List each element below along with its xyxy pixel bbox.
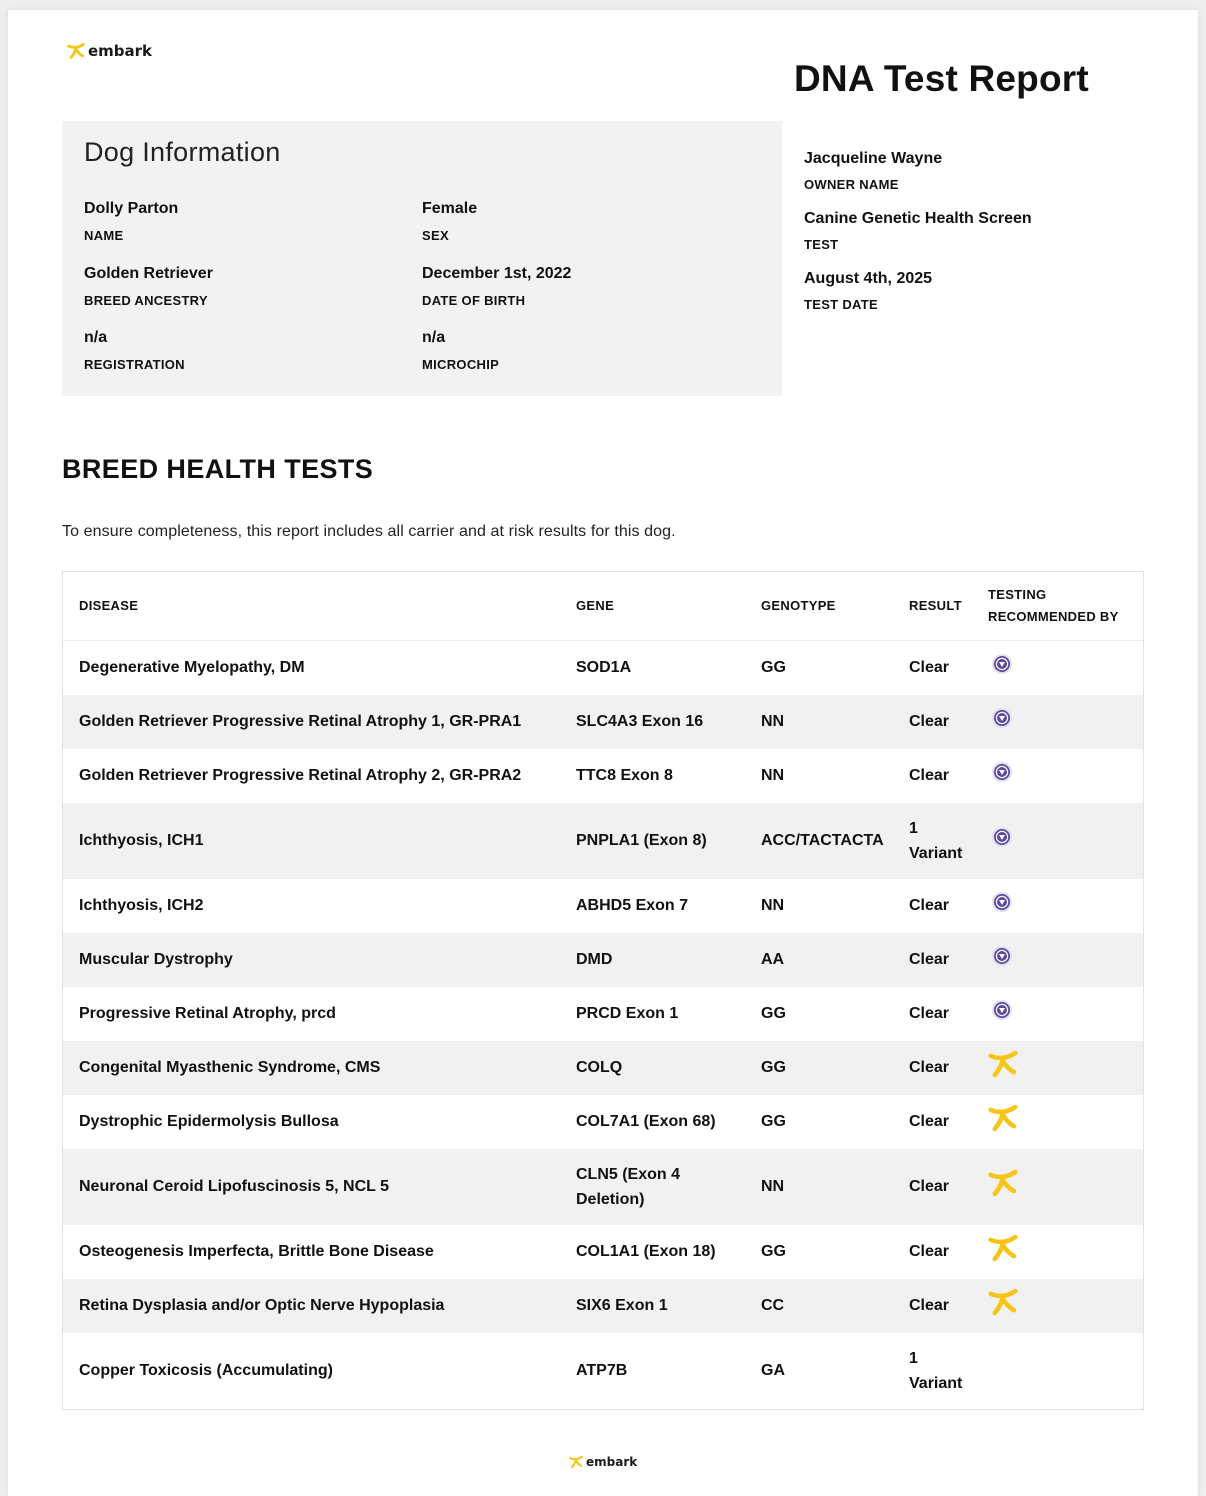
registration-field [84, 329, 185, 372]
disease-cell: Dystrophic Epidermolysis Bullosa [79, 1113, 339, 1130]
recommended-by-cell [988, 803, 1143, 879]
owner-information [804, 150, 1032, 330]
genotype-cell: GG [761, 1113, 786, 1130]
disease-cell: Neuronal Ceroid Lipofuscinosis 5, NCL 5 [79, 1178, 389, 1195]
gene-cell: COL7A1 (Exon 68) [576, 1113, 716, 1130]
embark-star-icon [568, 1455, 584, 1469]
ofa-badge-icon [991, 653, 1013, 683]
result-cell: Clear [909, 1297, 950, 1314]
microchip-field [422, 329, 499, 372]
recommended-by-cell [988, 987, 1143, 1041]
table-row [63, 879, 1143, 933]
genotype-cell: GG [761, 1005, 786, 1022]
gene-cell: ATP7B [576, 1362, 628, 1379]
disease-cell: Ichthyosis, ICH1 [79, 832, 204, 849]
owner-name-label: OWNER NAME [804, 177, 899, 192]
ofa-badge-icon [991, 999, 1013, 1029]
recommended-by-cell [988, 1095, 1143, 1149]
result-cell: Clear [909, 659, 950, 677]
date-of-birth-field [422, 265, 571, 308]
result-cell: 1 Variant [909, 819, 963, 862]
gene-cell: DMD [576, 951, 613, 968]
genotype-cell: GG [761, 1243, 786, 1260]
result-cell: Clear [909, 1178, 950, 1195]
genotype-cell: GA [761, 1362, 785, 1379]
health-tests-table [62, 571, 1144, 1410]
breed-ancestry-field [84, 265, 213, 308]
header-gene: GENE [560, 572, 745, 641]
disease-cell: Golden Retriever Progressive Retinal Atrophy 2, GR-PRA2 [79, 767, 522, 784]
embark-star-icon [986, 1233, 1020, 1271]
table-row [63, 1279, 1143, 1333]
embark-star-icon [986, 1287, 1020, 1325]
dog-name-field [84, 200, 178, 243]
recommended-by-cell [988, 1225, 1143, 1279]
microchip-value: n/a [422, 329, 446, 346]
ofa-badge-icon [991, 707, 1013, 737]
table-row [63, 1149, 1143, 1225]
genotype-cell: GG [761, 1059, 786, 1076]
registration-value: n/a [84, 329, 108, 346]
result-cell: Clear [909, 951, 950, 968]
breed-health-tests-title: BREED HEALTH TESTS [62, 454, 374, 484]
table-body [63, 641, 1143, 1409]
disease-cell: Osteogenesis Imperfecta, Brittle Bone Disease [79, 1243, 434, 1260]
recommended-by-cell [988, 749, 1143, 803]
gene-cell: SLC4A3 Exon 16 [576, 713, 704, 730]
table-header-row [63, 572, 1143, 641]
test-label: TEST [804, 237, 839, 252]
disease-cell: Golden Retriever Progressive Retinal Atrophy 1, GR-PRA1 [79, 713, 522, 730]
genotype-cell: NN [761, 713, 785, 730]
recommended-by-cell [988, 879, 1143, 933]
disease-cell: Progressive Retinal Atrophy, prcd [79, 1005, 336, 1022]
result-cell: Clear [909, 767, 950, 784]
gene-cell: SIX6 Exon 1 [576, 1297, 668, 1314]
recommended-by-cell [988, 1149, 1143, 1225]
table-row [63, 1333, 1143, 1409]
ofa-badge-icon [991, 826, 1013, 856]
table-row [63, 1225, 1143, 1279]
gene-cell: PNPLA1 (Exon 8) [576, 832, 707, 849]
recommended-by-cell [988, 1279, 1143, 1333]
recommended-by-cell [988, 933, 1143, 987]
owner-name-value: Jacqueline Wayne [804, 150, 943, 167]
table-row [63, 1041, 1143, 1095]
genotype-cell: NN [761, 767, 785, 784]
microchip-label: MICROCHIP [422, 357, 500, 372]
ofa-badge-icon [991, 945, 1013, 975]
embark-footer-logo-text: embark [586, 1455, 638, 1469]
gene-cell: SOD1A [576, 659, 632, 677]
dog-name-value: Dolly Parton [84, 200, 179, 217]
recommended-by-cell [988, 641, 1143, 695]
result-cell: Clear [909, 1059, 950, 1076]
test-date-value: August 4th, 2025 [804, 270, 933, 287]
header-recommended-by: TESTING RECOMMENDED BY [988, 572, 1143, 641]
table-row [63, 933, 1143, 987]
embark-star-icon [986, 1049, 1020, 1087]
genotype-cell: ACC/TACTACTA [761, 832, 884, 849]
breed-ancestry-label: BREED ANCESTRY [84, 293, 208, 308]
gene-cell: COLQ [576, 1059, 623, 1076]
dog-sex-value: Female [422, 200, 478, 217]
disease-cell: Retina Dysplasia and/or Optic Nerve Hypoplasia [79, 1297, 445, 1314]
genotype-cell: NN [761, 1178, 785, 1195]
test-value: Canine Genetic Health Screen [804, 210, 1032, 227]
genotype-cell: GG [761, 659, 786, 677]
gene-cell: ABHD5 Exon 7 [576, 897, 689, 914]
disease-cell: Degenerative Myelopathy, DM [79, 659, 305, 677]
dog-sex-label: SEX [422, 228, 449, 243]
recommended-by-cell [988, 1041, 1143, 1095]
result-cell: 1 Variant [909, 1349, 963, 1392]
ofa-badge-icon [991, 891, 1013, 921]
report-title: DNA Test Report [794, 58, 1089, 99]
table-row [63, 749, 1143, 803]
gene-cell: TTC8 Exon 8 [576, 767, 673, 784]
dog-information-heading: Dog Information [84, 137, 281, 167]
result-cell: Clear [909, 897, 950, 914]
header-result: RESULT [893, 572, 988, 641]
table-row [63, 1095, 1143, 1149]
test-date-field [804, 270, 1032, 312]
embark-star-icon [986, 1168, 1020, 1206]
recommended-by-cell [988, 1333, 1143, 1409]
result-cell: Clear [909, 713, 950, 730]
header-genotype: GENOTYPE [745, 572, 893, 641]
disease-cell: Muscular Dystrophy [79, 951, 233, 968]
genotype-cell: AA [761, 951, 785, 968]
date-of-birth-value: December 1st, 2022 [422, 265, 572, 282]
report-page [8, 10, 1198, 1496]
ofa-badge-icon [991, 761, 1013, 791]
owner-name-field [804, 150, 1032, 192]
header-disease: DISEASE [63, 572, 560, 641]
embark-logo [66, 42, 152, 60]
table-row [63, 987, 1143, 1041]
result-cell: Clear [909, 1005, 950, 1022]
embark-star-icon [66, 42, 86, 60]
table-row [63, 641, 1143, 695]
dog-sex-field [422, 200, 477, 243]
disease-cell: Congenital Myasthenic Syndrome, CMS [79, 1059, 381, 1076]
result-cell: Clear [909, 1243, 950, 1260]
embark-footer-logo [568, 1455, 637, 1469]
test-field [804, 210, 1032, 252]
breed-health-tests-intro: To ensure completeness, this report includes all carrier and at risk results for this dog. [62, 523, 676, 540]
embark-logo-text: embark [88, 42, 153, 60]
table-row [63, 803, 1143, 879]
genotype-cell: NN [761, 897, 785, 914]
dog-information-panel [62, 121, 782, 396]
gene-cell: COL1A1 (Exon 18) [576, 1243, 716, 1260]
table-row [63, 695, 1143, 749]
gene-cell: PRCD Exon 1 [576, 1005, 679, 1022]
dog-name-label: NAME [84, 228, 124, 243]
disease-cell: Copper Toxicosis (Accumulating) [79, 1362, 333, 1379]
disease-cell: Ichthyosis, ICH2 [79, 897, 204, 914]
recommended-by-cell [988, 695, 1143, 749]
date-of-birth-label: DATE OF BIRTH [422, 293, 526, 308]
breed-ancestry-value: Golden Retriever [84, 265, 213, 282]
genotype-cell: CC [761, 1297, 785, 1314]
embark-star-icon [986, 1103, 1020, 1141]
test-date-label: TEST DATE [804, 297, 878, 312]
registration-label: REGISTRATION [84, 357, 185, 372]
result-cell: Clear [909, 1113, 950, 1130]
gene-cell: CLN5 (Exon 4 Deletion) [576, 1165, 681, 1208]
